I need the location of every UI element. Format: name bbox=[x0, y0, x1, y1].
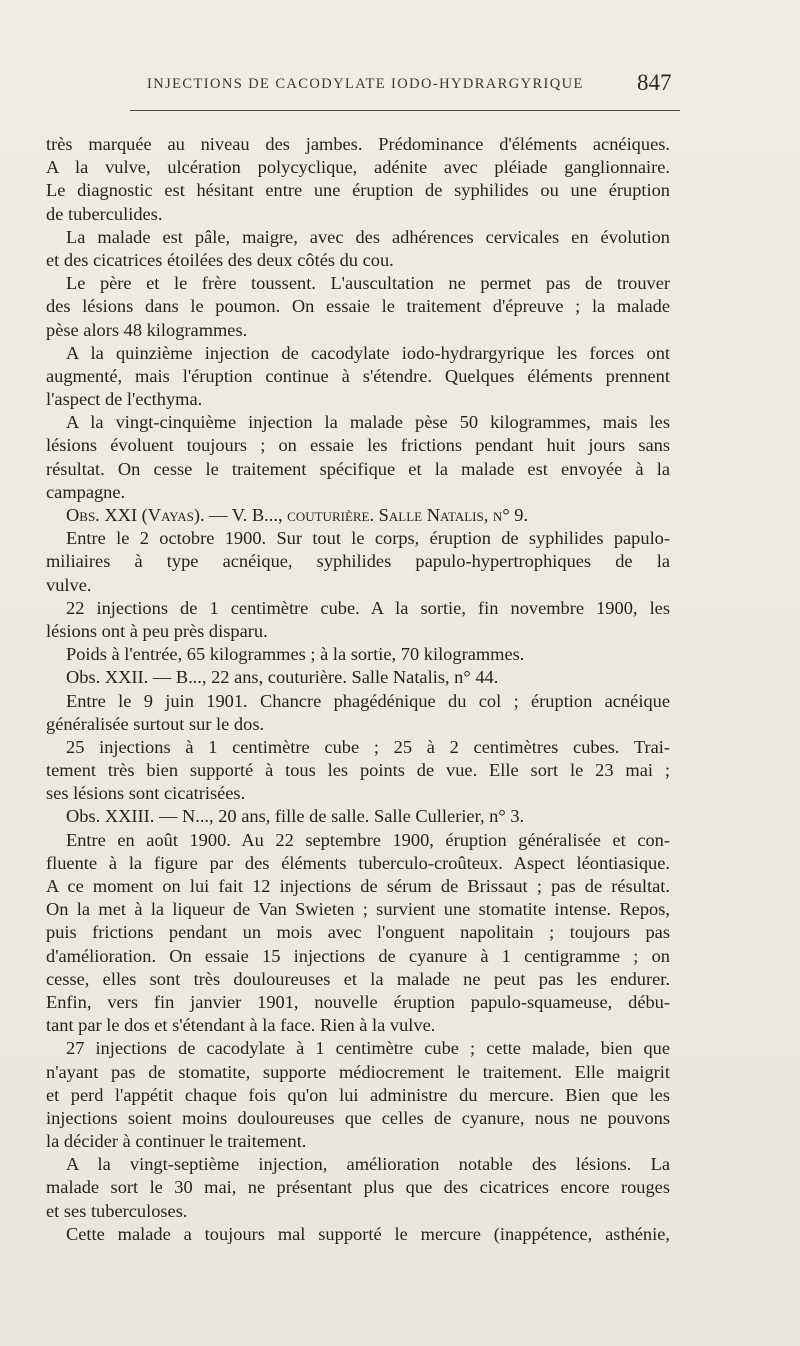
text-line: résultat. On cesse le traitement spécifique et la malade est envoyée à la bbox=[46, 458, 670, 479]
text-line: 27 injections de cacodylate à 1 centimètre cube ; cette malade, bien que bbox=[66, 1038, 670, 1059]
text-line: Entre en août 1900. Au 22 septembre 1900, éruption généralisée et con- bbox=[66, 829, 670, 850]
text-line: campagne. bbox=[46, 481, 126, 502]
text-line: généralisée surtout sur le dos. bbox=[46, 713, 265, 734]
text-line: injections soient moins douloureuses que celles de cyanure, nous ne pouvons bbox=[46, 1107, 670, 1128]
running-head: INJECTIONS DE CACODYLATE IODO-HYDRARGYRIQUE bbox=[147, 76, 584, 92]
text-line: et des cicatrices étoilées des deux côtés du cou. bbox=[46, 249, 394, 270]
header-rule bbox=[130, 110, 680, 111]
text-line: tant par le dos et s'étendant à la face. Rien à la vulve. bbox=[46, 1015, 436, 1036]
text-line: On la met à la liqueur de Van Swieten ; survient une stomatite intense. Repos, bbox=[46, 899, 670, 920]
text-line: ses lésions sont cicatrisées. bbox=[46, 783, 246, 804]
text-line: A la vingt-cinquième injection la malade pèse 50 kilogrammes, mais les bbox=[66, 412, 670, 433]
text-line: l'aspect de l'ecthyma. bbox=[46, 389, 203, 410]
observation-heading: Obs. XXII. — B..., 22 ans, couturière. Salle Natalis, n° 44. bbox=[66, 667, 499, 688]
observation-heading: Obs. XXIII. — N..., 20 ans, fille de salle. Salle Cullerier, n° 3. bbox=[66, 806, 525, 827]
text-line: de tuberculides. bbox=[46, 203, 163, 224]
text-line: lésions évoluent toujours ; on essaie les frictions pendant huit jours sans bbox=[46, 435, 670, 456]
text-line: d'amélioration. On essaie 15 injections de cyanure à 1 centigramme ; on bbox=[46, 945, 670, 966]
text-line: augmenté, mais l'éruption continue à s'étendre. Quelques éléments prennent bbox=[46, 365, 670, 386]
text-line: 22 injections de 1 centimètre cube. A la sortie, fin novembre 1900, les bbox=[66, 597, 670, 618]
text-line: Le père et le frère toussent. L'auscultation ne permet pas de trouver bbox=[66, 273, 670, 294]
text-line: pèse alors 48 kilogrammes. bbox=[46, 319, 248, 340]
text-line: Le diagnostic est hésitant entre une éruption de syphilides ou une éruption bbox=[46, 180, 670, 201]
observation-heading: Obs. XXI (Vayas). — V. B..., couturière. Salle Natalis, n° 9. bbox=[66, 505, 529, 525]
text-line: miliaires à type acnéique, syphilides papulo-hypertrophiques de la bbox=[46, 551, 670, 572]
text-line: Enfin, vers fin janvier 1901, nouvelle éruption papulo-squameuse, débu- bbox=[46, 991, 670, 1012]
text-line: A ce moment on lui fait 12 injections de sérum de Brissaut ; pas de résultat. bbox=[46, 876, 670, 896]
text-line: 25 injections à 1 centimètre cube ; 25 à 2 centimètres cubes. Trai- bbox=[66, 736, 670, 757]
text-line: Entre le 2 octobre 1900. Sur tout le corps, éruption de syphilides papulo- bbox=[66, 528, 670, 549]
text-line: A la quinzième injection de cacodylate iodo-hydrargyrique les forces ont bbox=[66, 342, 670, 363]
text-line: fluente à la figure par des éléments tuberculo-croûteux. Aspect léontiasique. bbox=[46, 852, 670, 873]
text-line: Cette malade a toujours mal supporté le mercure (inappétence, asthénie, bbox=[66, 1223, 670, 1244]
text-line: La malade est pâle, maigre, avec des adhérences cervicales en évolution bbox=[66, 226, 670, 247]
text-line: Entre le 9 juin 1901. Chancre phagédénique du col ; éruption acnéique bbox=[66, 690, 670, 711]
text-line: cesse, elles sont très douloureuses et la malade ne peut pas les endurer. bbox=[46, 968, 670, 989]
text-line: A la vingt-septième injection, amélioration notable des lésions. La bbox=[66, 1154, 670, 1175]
text-line: n'ayant pas de stomatite, supporte médiocrement le traitement. Elle maigrit bbox=[46, 1061, 670, 1082]
text-line: et ses tuberculoses. bbox=[46, 1200, 188, 1221]
text-line: la décider à continuer le traitement. bbox=[46, 1131, 307, 1152]
page-number: 847 bbox=[637, 70, 672, 95]
text-line: A la vulve, ulcération polycyclique, adénite avec pléiade ganglionnaire. bbox=[46, 157, 670, 178]
text-line: Poids à l'entrée, 65 kilogrammes ; à la sortie, 70 kilogrammes. bbox=[66, 644, 525, 665]
text-line: des lésions dans le poumon. On essaie le traitement d'épreuve ; la malade bbox=[46, 296, 670, 317]
text-line: puis frictions pendant un mois avec l'onguent napolitain ; toujours pas bbox=[46, 922, 670, 943]
body-text bbox=[46, 133, 670, 1246]
text-line: tement très bien supporté à tous les points de vue. Elle sort le 23 mai ; bbox=[46, 760, 670, 781]
text-line: et perd l'appétit chaque fois qu'on lui administre du mercure. Bien que les bbox=[46, 1084, 670, 1105]
text-line: lésions ont à peu près disparu. bbox=[46, 620, 268, 641]
text-line: malade sort le 30 mai, ne présentant plus que des cicatrices encore rouges bbox=[46, 1177, 670, 1198]
text-line: vulve. bbox=[46, 574, 92, 595]
text-line: très marquée au niveau des jambes. Prédominance d'éléments acnéiques. bbox=[46, 134, 670, 154]
